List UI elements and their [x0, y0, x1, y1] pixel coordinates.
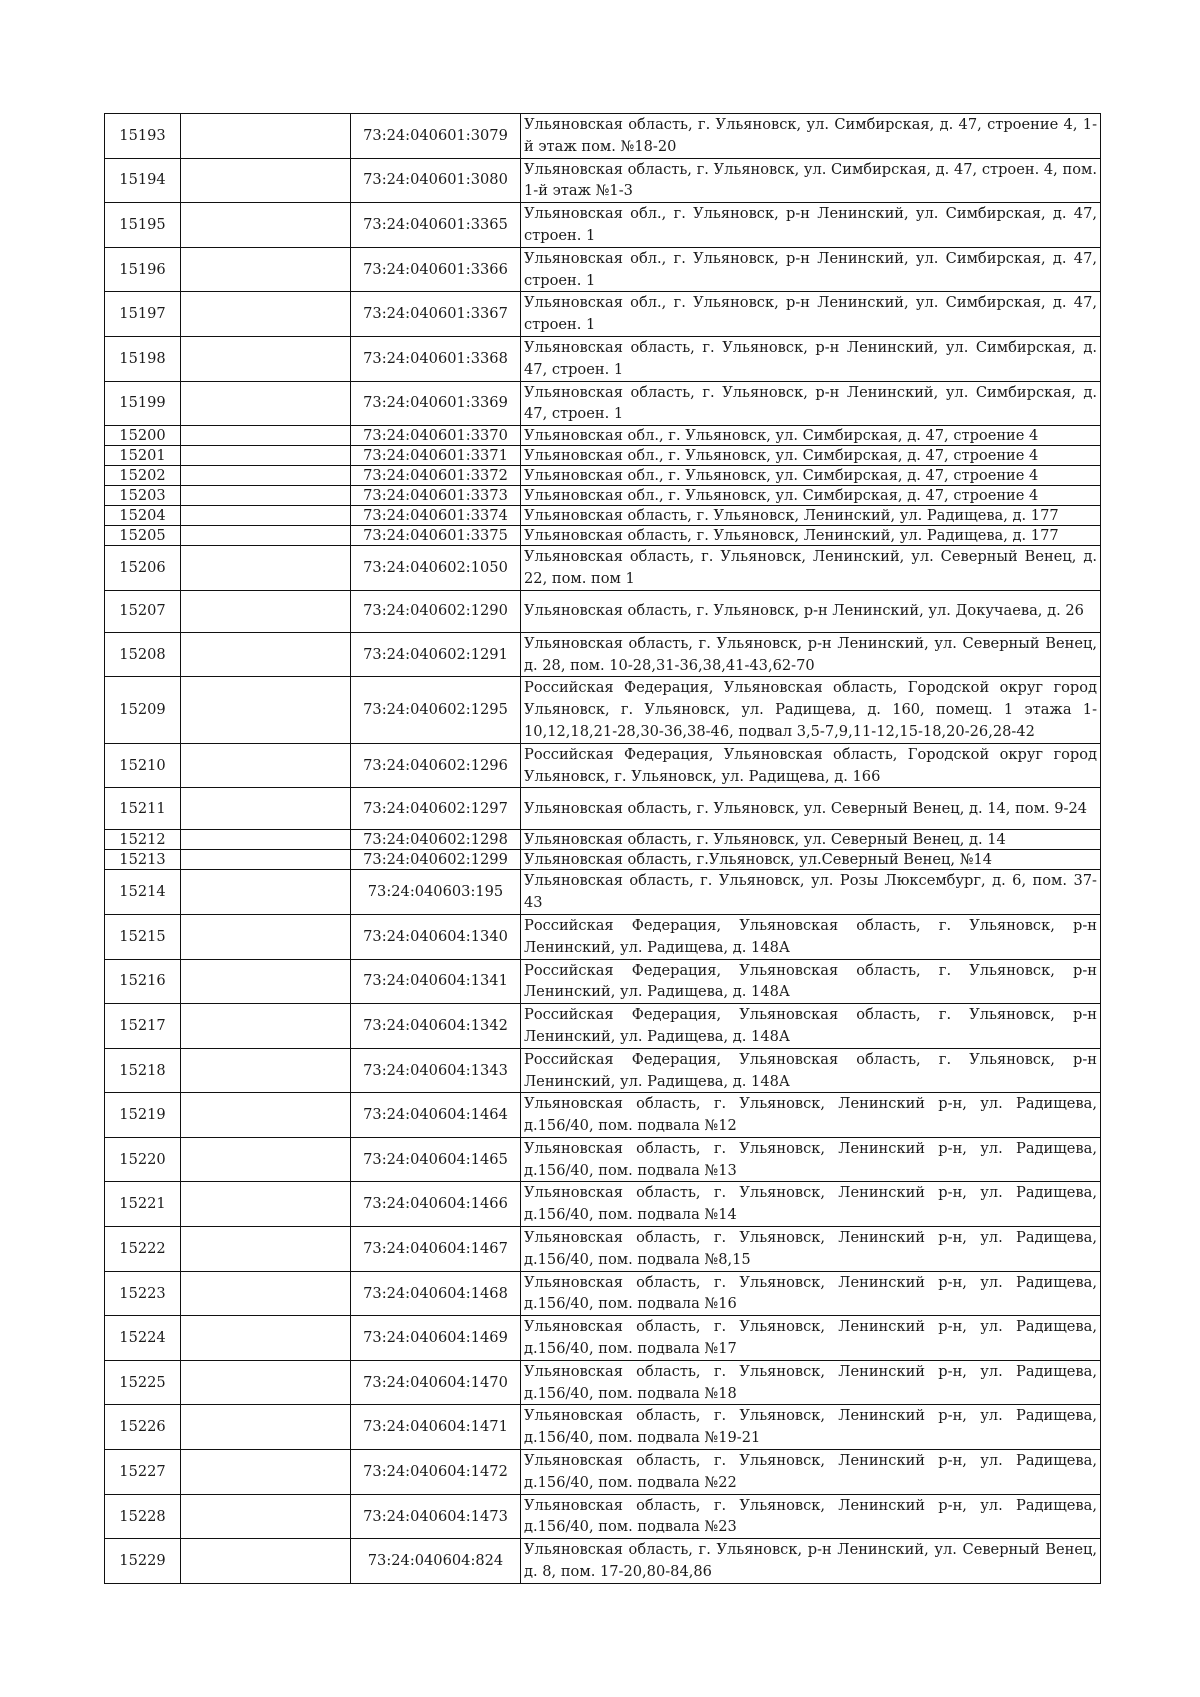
row-number-cell: 15195 — [105, 203, 181, 248]
empty-cell — [181, 1316, 351, 1361]
empty-cell — [181, 1004, 351, 1049]
empty-cell — [181, 590, 351, 632]
address-cell: Ульяновская область, г. Ульяновск, Ленинский р-н, ул. Радищева, д.156/40, пом. подвала №18 — [521, 1360, 1101, 1405]
empty-cell — [181, 1137, 351, 1182]
row-number-cell: 15201 — [105, 446, 181, 466]
table-row — [105, 446, 1101, 466]
row-number-cell: 15224 — [105, 1316, 181, 1361]
row-number-cell: 15212 — [105, 830, 181, 850]
cadastral-number-cell: 73:24:040601:3366 — [351, 247, 521, 292]
cadastral-number-cell: 73:24:040603:195 — [351, 870, 521, 915]
address-cell: Ульяновская область, г. Ульяновск, Ленинский р-н, ул. Радищева, д.156/40, пом. подвала №19-21 — [521, 1405, 1101, 1450]
cadastral-number-cell: 73:24:040602:1050 — [351, 546, 521, 591]
empty-cell — [181, 632, 351, 677]
table-row — [105, 1137, 1101, 1182]
cadastral-number-cell: 73:24:040602:1295 — [351, 677, 521, 743]
empty-cell — [181, 336, 351, 381]
cadastral-number-cell: 73:24:040604:1473 — [351, 1494, 521, 1539]
empty-cell — [181, 486, 351, 506]
cadastral-number-cell: 73:24:040601:3373 — [351, 486, 521, 506]
address-cell: Российская Федерация, Ульяновская область, г. Ульяновск, р-н Ленинский, ул. Радищева, д. 148А — [521, 914, 1101, 959]
empty-cell — [181, 114, 351, 159]
row-number-cell: 15206 — [105, 546, 181, 591]
cadastral-number-cell: 73:24:040604:1470 — [351, 1360, 521, 1405]
row-number-cell: 15228 — [105, 1494, 181, 1539]
address-cell: Ульяновская область, г. Ульяновск, Ленинский р-н, ул. Радищева, д.156/40, пом. подвала №14 — [521, 1182, 1101, 1227]
table-row — [105, 870, 1101, 915]
row-number-cell: 15220 — [105, 1137, 181, 1182]
cadastral-number-cell: 73:24:040602:1296 — [351, 743, 521, 788]
cadastral-number-cell: 73:24:040601:3079 — [351, 114, 521, 159]
cadastral-number-cell: 73:24:040604:1342 — [351, 1004, 521, 1049]
row-number-cell: 15196 — [105, 247, 181, 292]
row-number-cell: 15193 — [105, 114, 181, 159]
empty-cell — [181, 959, 351, 1004]
cadastral-number-cell: 73:24:040601:3367 — [351, 292, 521, 337]
table-row — [105, 158, 1101, 203]
empty-cell — [181, 1539, 351, 1584]
address-cell: Российская Федерация, Ульяновская область, г. Ульяновск, р-н Ленинский, ул. Радищева, д. 148А — [521, 959, 1101, 1004]
empty-cell — [181, 546, 351, 591]
table-row — [105, 677, 1101, 743]
empty-cell — [181, 1405, 351, 1450]
table-row — [105, 914, 1101, 959]
address-cell: Ульяновская область, г. Ульяновск, ул. Розы Люксембург, д. 6, пом. 37-43 — [521, 870, 1101, 915]
row-number-cell: 15207 — [105, 590, 181, 632]
row-number-cell: 15219 — [105, 1093, 181, 1138]
row-number-cell: 15209 — [105, 677, 181, 743]
address-cell: Ульяновская область, г. Ульяновск, р-н Ленинский, ул. Докучаева, д. 26 — [521, 590, 1101, 632]
cadastral-number-cell: 73:24:040601:3374 — [351, 506, 521, 526]
cadastral-number-cell: 73:24:040604:1464 — [351, 1093, 521, 1138]
empty-cell — [181, 1494, 351, 1539]
address-cell: Ульяновская область, г. Ульяновск, ул. Северный Венец, д. 14, пом. 9-24 — [521, 788, 1101, 830]
empty-cell — [181, 1182, 351, 1227]
row-number-cell: 15214 — [105, 870, 181, 915]
empty-cell — [181, 1048, 351, 1093]
cadastral-number-cell: 73:24:040604:1469 — [351, 1316, 521, 1361]
empty-cell — [181, 1271, 351, 1316]
address-cell: Ульяновская область, г. Ульяновск, Ленинский р-н, ул. Радищева, д.156/40, пом. подвала №17 — [521, 1316, 1101, 1361]
cadastral-number-cell: 73:24:040604:824 — [351, 1539, 521, 1584]
address-cell: Ульяновская обл., г. Ульяновск, ул. Симбирская, д. 47, строение 4 — [521, 466, 1101, 486]
row-number-cell: 15223 — [105, 1271, 181, 1316]
empty-cell — [181, 870, 351, 915]
address-cell: Ульяновская обл., г. Ульяновск, р-н Ленинский, ул. Симбирская, д. 47, строен. 1 — [521, 247, 1101, 292]
row-number-cell: 15202 — [105, 466, 181, 486]
empty-cell — [181, 914, 351, 959]
row-number-cell: 15208 — [105, 632, 181, 677]
empty-cell — [181, 677, 351, 743]
empty-cell — [181, 158, 351, 203]
empty-cell — [181, 426, 351, 446]
address-cell: Ульяновская область, г. Ульяновск, р-н Ленинский, ул. Северный Венец, д. 28, пом. 10-28,31-36,38,41-43,62-70 — [521, 632, 1101, 677]
table-row — [105, 1316, 1101, 1361]
address-cell: Ульяновская область, г. Ульяновск, Ленинский, ул. Северный Венец, д. 22, пом. пом 1 — [521, 546, 1101, 591]
address-cell: Ульяновская область, г. Ульяновск, р-н Ленинский, ул. Северный Венец, д. 8, пом. 17-20,80-84,86 — [521, 1539, 1101, 1584]
cadastral-number-cell: 73:24:040601:3370 — [351, 426, 521, 446]
cadastral-number-cell: 73:24:040604:1465 — [351, 1137, 521, 1182]
table-row — [105, 292, 1101, 337]
row-number-cell: 15211 — [105, 788, 181, 830]
cadastral-number-cell: 73:24:040604:1466 — [351, 1182, 521, 1227]
row-number-cell: 15217 — [105, 1004, 181, 1049]
address-cell: Ульяновская обл., г. Ульяновск, р-н Ленинский, ул. Симбирская, д. 47, строен. 1 — [521, 203, 1101, 248]
empty-cell — [181, 1360, 351, 1405]
empty-cell — [181, 1093, 351, 1138]
row-number-cell: 15199 — [105, 381, 181, 426]
row-number-cell: 15229 — [105, 1539, 181, 1584]
cadastral-number-cell: 73:24:040604:1468 — [351, 1271, 521, 1316]
table-row — [105, 743, 1101, 788]
address-cell: Ульяновская область, г. Ульяновск, ул. Симбирская, д. 47, строен. 4, пом. 1-й этаж №1-3 — [521, 158, 1101, 203]
cadastral-number-cell: 73:24:040601:3365 — [351, 203, 521, 248]
cadastral-number-cell: 73:24:040604:1472 — [351, 1450, 521, 1495]
row-number-cell: 15225 — [105, 1360, 181, 1405]
table-row — [105, 1360, 1101, 1405]
table-row — [105, 466, 1101, 486]
address-cell: Ульяновская обл., г. Ульяновск, ул. Симбирская, д. 47, строение 4 — [521, 446, 1101, 466]
property-table — [104, 113, 1101, 1584]
address-cell: Ульяновская область, г. Ульяновск, Ленинский р-н, ул. Радищева, д.156/40, пом. подвала №23 — [521, 1494, 1101, 1539]
table-row — [105, 830, 1101, 850]
table-row — [105, 546, 1101, 591]
table-row — [105, 788, 1101, 830]
table-row — [105, 1405, 1101, 1450]
row-number-cell: 15203 — [105, 486, 181, 506]
table-row — [105, 1450, 1101, 1495]
row-number-cell: 15226 — [105, 1405, 181, 1450]
address-cell: Ульяновская область, г. Ульяновск, Ленинский р-н, ул. Радищева, д.156/40, пом. подвала №16 — [521, 1271, 1101, 1316]
address-cell: Ульяновская область, г.Ульяновск, ул.Северный Венец, №14 — [521, 850, 1101, 870]
table-row — [105, 590, 1101, 632]
cadastral-number-cell: 73:24:040602:1290 — [351, 590, 521, 632]
empty-cell — [181, 203, 351, 248]
empty-cell — [181, 788, 351, 830]
row-number-cell: 15210 — [105, 743, 181, 788]
empty-cell — [181, 247, 351, 292]
table-body — [105, 114, 1101, 1584]
table-row — [105, 506, 1101, 526]
cadastral-number-cell: 73:24:040601:3368 — [351, 336, 521, 381]
row-number-cell: 15198 — [105, 336, 181, 381]
address-cell: Ульяновская область, г. Ульяновск, Ленинский, ул. Радищева, д. 177 — [521, 526, 1101, 546]
cadastral-number-cell: 73:24:040604:1341 — [351, 959, 521, 1004]
empty-cell — [181, 1450, 351, 1495]
row-number-cell: 15227 — [105, 1450, 181, 1495]
empty-cell — [181, 850, 351, 870]
row-number-cell: 15218 — [105, 1048, 181, 1093]
table-row — [105, 1227, 1101, 1272]
cadastral-number-cell: 73:24:040602:1297 — [351, 788, 521, 830]
table-row — [105, 1494, 1101, 1539]
empty-cell — [181, 526, 351, 546]
address-cell: Российская Федерация, Ульяновская область, г. Ульяновск, р-н Ленинский, ул. Радищева, д. 148А — [521, 1004, 1101, 1049]
table-row — [105, 336, 1101, 381]
table-row — [105, 526, 1101, 546]
table-row — [105, 486, 1101, 506]
table-row — [105, 959, 1101, 1004]
table-row — [105, 632, 1101, 677]
cadastral-number-cell: 73:24:040604:1467 — [351, 1227, 521, 1272]
row-number-cell: 15221 — [105, 1182, 181, 1227]
address-cell: Ульяновская область, г. Ульяновск, Ленинский, ул. Радищева, д. 177 — [521, 506, 1101, 526]
address-cell: Ульяновская обл., г. Ульяновск, р-н Ленинский, ул. Симбирская, д. 47, строен. 1 — [521, 292, 1101, 337]
table-row — [105, 1004, 1101, 1049]
cadastral-number-cell: 73:24:040601:3372 — [351, 466, 521, 486]
address-cell: Ульяновская область, г. Ульяновск, р-н Ленинский, ул. Симбирская, д. 47, строен. 1 — [521, 381, 1101, 426]
row-number-cell: 15204 — [105, 506, 181, 526]
empty-cell — [181, 830, 351, 850]
row-number-cell: 15197 — [105, 292, 181, 337]
empty-cell — [181, 466, 351, 486]
row-number-cell: 15205 — [105, 526, 181, 546]
table-row — [105, 1048, 1101, 1093]
empty-cell — [181, 743, 351, 788]
empty-cell — [181, 446, 351, 466]
address-cell: Российская Федерация, Ульяновская область, Городской округ город Ульяновск, г. Ульяновск, ул. Радищева, д. 160, помещ. 1 этажа 1-10,12,18,21-28,30-36,38-46, подвал 3,5-7,9,11-12,15-18,20-26,28-42 — [521, 677, 1101, 743]
cadastral-number-cell: 73:24:040602:1298 — [351, 830, 521, 850]
table-row — [105, 850, 1101, 870]
cadastral-number-cell: 73:24:040602:1299 — [351, 850, 521, 870]
row-number-cell: 15213 — [105, 850, 181, 870]
address-cell: Ульяновская область, г. Ульяновск, ул. Северный Венец, д. 14 — [521, 830, 1101, 850]
cadastral-number-cell: 73:24:040604:1471 — [351, 1405, 521, 1450]
address-cell: Ульяновская область, г. Ульяновск, р-н Ленинский, ул. Симбирская, д. 47, строен. 1 — [521, 336, 1101, 381]
address-cell: Ульяновская область, г. Ульяновск, Ленинский р-н, ул. Радищева, д.156/40, пом. подвала №22 — [521, 1450, 1101, 1495]
address-cell: Ульяновская область, г. Ульяновск, Ленинский р-н, ул. Радищева, д.156/40, пом. подвала №12 — [521, 1093, 1101, 1138]
cadastral-number-cell: 73:24:040601:3375 — [351, 526, 521, 546]
cadastral-number-cell: 73:24:040601:3080 — [351, 158, 521, 203]
row-number-cell: 15215 — [105, 914, 181, 959]
address-cell: Ульяновская область, г. Ульяновск, ул. Симбирская, д. 47, строение 4, 1-й этаж пом. №18-20 — [521, 114, 1101, 159]
address-cell: Российская Федерация, Ульяновская область, Городской округ город Ульяновск, г. Ульяновск, ул. Радищева, д. 166 — [521, 743, 1101, 788]
address-cell: Российская Федерация, Ульяновская область, г. Ульяновск, р-н Ленинский, ул. Радищева, д. 148А — [521, 1048, 1101, 1093]
table-row — [105, 1093, 1101, 1138]
empty-cell — [181, 292, 351, 337]
row-number-cell: 15200 — [105, 426, 181, 446]
row-number-cell: 15194 — [105, 158, 181, 203]
table-row — [105, 1182, 1101, 1227]
address-cell: Ульяновская обл., г. Ульяновск, ул. Симбирская, д. 47, строение 4 — [521, 426, 1101, 446]
table-row — [105, 203, 1101, 248]
address-cell: Ульяновская обл., г. Ульяновск, ул. Симбирская, д. 47, строение 4 — [521, 486, 1101, 506]
table-row — [105, 426, 1101, 446]
empty-cell — [181, 381, 351, 426]
cadastral-number-cell: 73:24:040604:1340 — [351, 914, 521, 959]
empty-cell — [181, 506, 351, 526]
row-number-cell: 15222 — [105, 1227, 181, 1272]
cadastral-number-cell: 73:24:040601:3369 — [351, 381, 521, 426]
table-row — [105, 381, 1101, 426]
row-number-cell: 15216 — [105, 959, 181, 1004]
cadastral-number-cell: 73:24:040604:1343 — [351, 1048, 521, 1093]
table-row — [105, 114, 1101, 159]
address-cell: Ульяновская область, г. Ульяновск, Ленинский р-н, ул. Радищева, д.156/40, пом. подвала №13 — [521, 1137, 1101, 1182]
empty-cell — [181, 1227, 351, 1272]
table-row — [105, 1539, 1101, 1584]
table-row — [105, 247, 1101, 292]
address-cell: Ульяновская область, г. Ульяновск, Ленинский р-н, ул. Радищева, д.156/40, пом. подвала №8,15 — [521, 1227, 1101, 1272]
table-row — [105, 1271, 1101, 1316]
cadastral-number-cell: 73:24:040601:3371 — [351, 446, 521, 466]
cadastral-number-cell: 73:24:040602:1291 — [351, 632, 521, 677]
